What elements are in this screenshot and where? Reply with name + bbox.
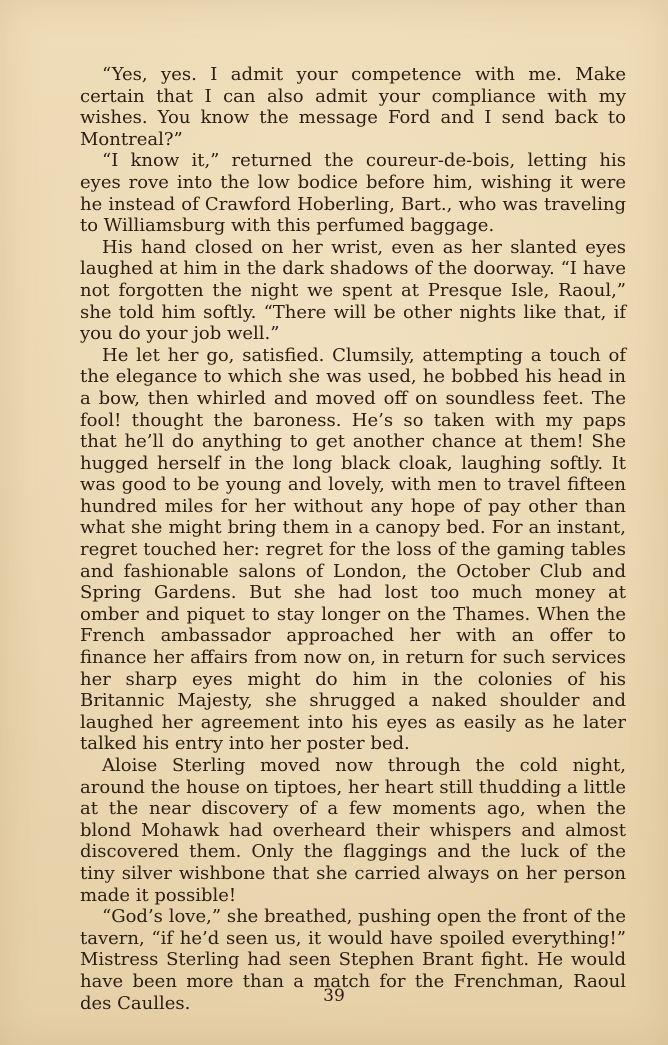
paragraph-1: “Yes, yes. I admit your competence with me. Make certain that I can also admit your compliance with my wishes. You know the message Ford and I send back to Montreal?” bbox=[80, 64, 626, 150]
page-number: 39 bbox=[323, 986, 345, 1006]
paragraph-4: He let her go, satisfied. Clumsily, attempting a touch of the elegance to which she was used, he bobbed his head in a bow, then whirled and moved off on soundless feet. The fool! thought the baroness. He’s so taken with my paps that he’ll do anything to get another chance at them! She hugged herself in the long black cloak, laughing softly. It was good to be young and lovely, with men to travel fifteen hundred miles for her without any hope of pay other than what she might bring them in a canopy bed. For an instant, regret touched her: regret for the loss of the gaming tables and fashionable salons of London, the October Club and Spring Gardens. But she had lost too much money at omber and piquet to stay longer on the Thames. When the French ambassador approached her with an offer to finance her affairs from now on, in return for such services her sharp eyes might do him in the colonies of his Britannic Majesty, she shrugged a naked shoulder and laughed her agreement into his eyes as easily as he later talked his entry into her poster bed. bbox=[80, 344, 626, 755]
paragraph-3: His hand closed on her wrist, even as her slanted eyes laughed at him in the dark shadows of the doorway. “I have not forgotten the night we spent at Presque Isle, Raoul,” she told him softly. “There will be other nights like that, if you do your job well.” bbox=[80, 236, 626, 345]
paragraph-6: “God’s love,” she breathed, pushing open the front of the tavern, “if he’d seen us, it would have spoiled everything!” Mistress Sterling had seen Stephen Brant fight. He would have been more than a match for the Frenchman, Raoul des Caulles. bbox=[80, 906, 626, 1014]
paragraph-2: “I know it,” returned the coureur-de-bois, letting his eyes rove into the low bodice before him, wishing it were he instead of Crawford Hoberling, Bart., who was traveling to Williamsburg with this perfumed baggage. bbox=[80, 150, 626, 237]
page-body bbox=[80, 64, 626, 1014]
paragraph-5: Aloise Sterling moved now through the cold night, around the house on tiptoes, her heart still thudding a little at the near discovery of a few moments ago, when the blond Mohawk had overheard their whispers and almost discovered them. Only the flaggings and the luck of the tiny silver wishbone that she carried always on her person made it possible! bbox=[80, 755, 626, 906]
